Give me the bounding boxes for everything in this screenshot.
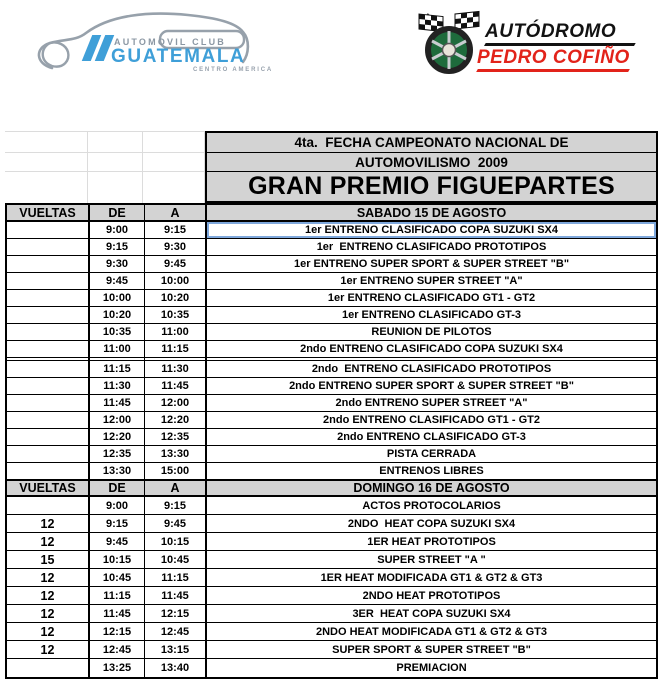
- vueltas-cell[interactable]: [7, 324, 90, 340]
- grand-prix-title[interactable]: GRAN PREMIO FIGUEPARTES: [248, 172, 615, 200]
- schedule-table-body: [7, 205, 656, 677]
- empty-cell[interactable]: [5, 132, 88, 153]
- schedule-row: [7, 341, 656, 358]
- schedule-row: [7, 463, 656, 480]
- start-time-cell[interactable]: 9:15: [90, 239, 145, 255]
- event-cell[interactable]: REUNION DE PILOTOS: [371, 326, 492, 338]
- start-time-cell[interactable]: 12:45: [90, 641, 145, 658]
- empty-spreadsheet-cells: [5, 131, 205, 204]
- empty-cell[interactable]: [88, 132, 143, 153]
- schedule-row: [7, 307, 656, 324]
- start-time-cell[interactable]: 11:45: [90, 395, 145, 411]
- event-cell[interactable]: 1er ENTRENO CLASIFICADO GT-3: [341, 309, 522, 321]
- event-cell[interactable]: 2ndo ENTRENO SUPER SPORT & SUPER STREET "B": [289, 380, 574, 392]
- vueltas-cell[interactable]: 12: [7, 569, 90, 586]
- gap-cell: [145, 358, 207, 360]
- empty-cell[interactable]: [5, 172, 88, 204]
- schedule-row: [7, 446, 656, 463]
- empty-cell[interactable]: [143, 132, 205, 153]
- event-cell[interactable]: 1er ENTRENO CLASIFICADO PROTOTIPOS: [316, 241, 547, 253]
- event-cell[interactable]: 2ndo ENTRENO SUPER STREET "A": [335, 397, 528, 409]
- end-time-cell[interactable]: 11:45: [145, 378, 207, 394]
- schedule-row: [7, 497, 656, 515]
- schedule-row: [7, 641, 656, 659]
- event-cell[interactable]: 1ER HEAT MODIFICADA GT1 & GT2 & GT3: [320, 571, 543, 584]
- start-time-cell[interactable]: 12:35: [90, 446, 145, 462]
- end-time-cell[interactable]: 9:45: [145, 515, 207, 532]
- empty-cell[interactable]: [143, 153, 205, 172]
- acg-region-name: CENTRO AMERICA: [193, 67, 273, 73]
- event-cell[interactable]: SUPER SPORT & SUPER STREET "B": [332, 643, 531, 656]
- schedule-row: [7, 587, 656, 605]
- schedule-row: [7, 659, 656, 677]
- schedule-row: [7, 515, 656, 533]
- gap-cell: [7, 358, 90, 360]
- start-time-cell[interactable]: 13:25: [90, 659, 145, 677]
- vueltas-column-header[interactable]: VUELTAS: [7, 205, 90, 220]
- end-time-cell[interactable]: 9:30: [145, 239, 207, 255]
- vueltas-cell[interactable]: [7, 239, 90, 255]
- end-time-cell[interactable]: 13:40: [145, 659, 207, 677]
- end-time-cell[interactable]: 9:45: [145, 256, 207, 272]
- vueltas-cell[interactable]: [7, 361, 90, 377]
- vueltas-cell[interactable]: [7, 341, 90, 357]
- vueltas-cell[interactable]: [7, 659, 90, 677]
- end-time-cell[interactable]: 9:15: [145, 497, 207, 514]
- vueltas-cell[interactable]: [7, 395, 90, 411]
- event-cell[interactable]: 2NDO HEAT MODIFICADA GT1 & GT2 & GT3: [315, 625, 547, 638]
- start-time-cell[interactable]: 9:30: [90, 256, 145, 272]
- acg-club-name: AUTOMOVIL CLUB: [114, 37, 226, 47]
- gap-cell: [207, 358, 656, 360]
- start-time-cell[interactable]: 9:00: [90, 497, 145, 514]
- schedule-row: [7, 605, 656, 623]
- start-time-cell[interactable]: 10:45: [90, 569, 145, 586]
- schedule-row: [7, 378, 656, 395]
- start-time-cell[interactable]: 13:30: [90, 463, 145, 479]
- event-cell[interactable]: 2ndo ENTRENO CLASIFICADO GT1 - GT2: [323, 414, 540, 426]
- event-cell[interactable]: 2NDO HEAT COPA SUZUKI SX4: [347, 517, 516, 530]
- a-column-header[interactable]: A: [145, 205, 207, 220]
- end-time-cell[interactable]: 10:35: [145, 307, 207, 323]
- vueltas-cell[interactable]: [7, 463, 90, 479]
- vueltas-cell[interactable]: 15: [7, 551, 90, 568]
- end-time-cell[interactable]: 10:45: [145, 551, 207, 568]
- schedule-row: [7, 429, 656, 446]
- vueltas-cell[interactable]: 12: [7, 605, 90, 622]
- schedule-row: [7, 533, 656, 551]
- day-label[interactable]: DOMINGO 16 DE AGOSTO: [353, 481, 510, 495]
- event-cell[interactable]: 2ndo ENTRENO CLASIFICADO PROTOTIPOS: [311, 363, 552, 375]
- empty-cell[interactable]: [88, 172, 143, 204]
- schedule-row: [7, 324, 656, 341]
- end-time-cell[interactable]: 12:35: [145, 429, 207, 445]
- schedule-row: [7, 290, 656, 307]
- end-time-cell[interactable]: 11:15: [145, 341, 207, 357]
- schedule-table: [5, 203, 658, 679]
- start-time-cell[interactable]: 9:45: [90, 533, 145, 550]
- end-time-cell[interactable]: 11:45: [145, 587, 207, 604]
- vueltas-cell[interactable]: [7, 446, 90, 462]
- day-label[interactable]: SABADO 15 DE AGOSTO: [356, 205, 507, 220]
- event-cell[interactable]: 1er ENTRENO CLASIFICADO GT1 - GT2: [327, 292, 536, 304]
- event-cell[interactable]: 2ndo ENTRENO CLASIFICADO COPA SUZUKI SX4: [300, 343, 563, 355]
- autodromo-pedro-cofino-logo: [413, 10, 653, 76]
- schedule-row: [7, 569, 656, 587]
- championship-title-line2[interactable]: AUTOMOVILISMO 2009: [207, 153, 656, 172]
- start-time-cell[interactable]: 12:20: [90, 429, 145, 445]
- vueltas-cell[interactable]: 12: [7, 533, 90, 550]
- start-time-cell[interactable]: 10:35: [90, 324, 145, 340]
- start-time-cell[interactable]: 9:00: [90, 222, 145, 238]
- end-time-cell[interactable]: 11:30: [145, 361, 207, 377]
- day-header-row: [7, 205, 656, 222]
- vueltas-cell[interactable]: [7, 256, 90, 272]
- vueltas-cell[interactable]: [7, 222, 90, 238]
- vueltas-cell[interactable]: [7, 378, 90, 394]
- automovil-club-guatemala-logo: [30, 8, 273, 84]
- pedro-cofino-underline: [476, 69, 630, 72]
- start-time-cell[interactable]: 11:15: [90, 361, 145, 377]
- event-cell[interactable]: ACTOS PROTOCOLARIOS: [362, 499, 501, 512]
- end-time-cell[interactable]: 12:00: [145, 395, 207, 411]
- event-title-block: [205, 131, 658, 203]
- end-time-cell[interactable]: 11:00: [145, 324, 207, 340]
- event-cell[interactable]: 1ER HEAT PROTOTIPOS: [367, 535, 496, 548]
- end-time-cell[interactable]: 12:15: [145, 605, 207, 622]
- start-time-cell[interactable]: 10:00: [90, 290, 145, 306]
- end-time-cell[interactable]: 13:30: [145, 446, 207, 462]
- end-time-cell[interactable]: 13:15: [145, 641, 207, 658]
- empty-cell[interactable]: [5, 153, 88, 172]
- start-time-cell[interactable]: 11:00: [90, 341, 145, 357]
- end-time-cell[interactable]: 11:15: [145, 569, 207, 586]
- start-time-cell[interactable]: 11:30: [90, 378, 145, 394]
- schedule-row: [7, 273, 656, 290]
- vueltas-cell[interactable]: [7, 290, 90, 306]
- start-time-cell[interactable]: 12:15: [90, 623, 145, 640]
- vueltas-cell[interactable]: 12: [7, 515, 90, 532]
- schedule-row: [7, 361, 656, 378]
- event-cell[interactable]: 1er ENTRENO SUPER STREET "A": [340, 275, 523, 287]
- event-cell[interactable]: 2ndo ENTRENO CLASIFICADO GT-3: [337, 431, 526, 443]
- de-column-header[interactable]: DE: [90, 205, 145, 220]
- end-time-cell[interactable]: 9:15: [145, 222, 207, 238]
- autodromo-title: AUTÓDROMO: [485, 21, 617, 42]
- a-column-header[interactable]: A: [145, 481, 207, 495]
- vueltas-cell[interactable]: [7, 497, 90, 514]
- checkered-flags-wheel-icon: [413, 10, 487, 74]
- championship-title-line1[interactable]: 4ta. FECHA CAMPEONATO NACIONAL DE: [207, 133, 656, 153]
- event-cell[interactable]: PREMIACION: [396, 662, 467, 674]
- de-column-header[interactable]: DE: [90, 481, 145, 495]
- vueltas-cell[interactable]: [7, 273, 90, 289]
- end-time-cell[interactable]: 10:00: [145, 273, 207, 289]
- vueltas-column-header[interactable]: VUELTAS: [7, 481, 90, 495]
- schedule-row: [7, 412, 656, 429]
- event-cell[interactable]: 3ER HEAT COPA SUZUKI SX4: [352, 607, 511, 620]
- empty-cell[interactable]: [143, 172, 205, 204]
- start-time-cell[interactable]: 9:45: [90, 273, 145, 289]
- end-time-cell[interactable]: 12:45: [145, 623, 207, 640]
- empty-cell[interactable]: [88, 153, 143, 172]
- event-cell[interactable]: ENTRENOS LIBRES: [379, 465, 484, 477]
- schedule-row: [7, 222, 656, 239]
- vueltas-cell[interactable]: [7, 429, 90, 445]
- vueltas-cell[interactable]: [7, 307, 90, 323]
- schedule-row: [7, 395, 656, 412]
- event-cell[interactable]: SUPER STREET "A ": [377, 553, 486, 566]
- event-cell[interactable]: 1er ENTRENO SUPER SPORT & SUPER STREET "B": [293, 258, 570, 270]
- start-time-cell[interactable]: 10:15: [90, 551, 145, 568]
- acg-country-name: GUATEMALA: [111, 46, 246, 67]
- vueltas-cell[interactable]: [7, 412, 90, 428]
- vueltas-cell[interactable]: 12: [7, 623, 90, 640]
- start-time-cell[interactable]: 11:45: [90, 605, 145, 622]
- schedule-row: [7, 623, 656, 641]
- schedule-row: [7, 256, 656, 273]
- end-time-cell[interactable]: 15:00: [145, 463, 207, 479]
- day-header-row: [7, 480, 656, 497]
- start-time-cell[interactable]: 11:15: [90, 587, 145, 604]
- vueltas-cell[interactable]: 12: [7, 641, 90, 658]
- event-cell-selected[interactable]: 1er ENTRENO CLASIFICADO COPA SUZUKI SX4: [207, 222, 656, 238]
- gap-cell: [90, 358, 145, 360]
- end-time-cell[interactable]: 12:20: [145, 412, 207, 428]
- start-time-cell[interactable]: 9:15: [90, 515, 145, 532]
- event-cell[interactable]: PISTA CERRADA: [386, 448, 477, 460]
- event-cell[interactable]: 2NDO HEAT PROTOTIPOS: [362, 589, 501, 602]
- schedule-row: [7, 551, 656, 569]
- start-time-cell[interactable]: 10:20: [90, 307, 145, 323]
- pedro-cofino-title: PEDRO COFIÑO: [477, 47, 630, 68]
- start-time-cell[interactable]: 12:00: [90, 412, 145, 428]
- autodromo-underline: [484, 43, 635, 46]
- schedule-row: [7, 239, 656, 256]
- end-time-cell[interactable]: 10:20: [145, 290, 207, 306]
- end-time-cell[interactable]: 10:15: [145, 533, 207, 550]
- vueltas-cell[interactable]: 12: [7, 587, 90, 604]
